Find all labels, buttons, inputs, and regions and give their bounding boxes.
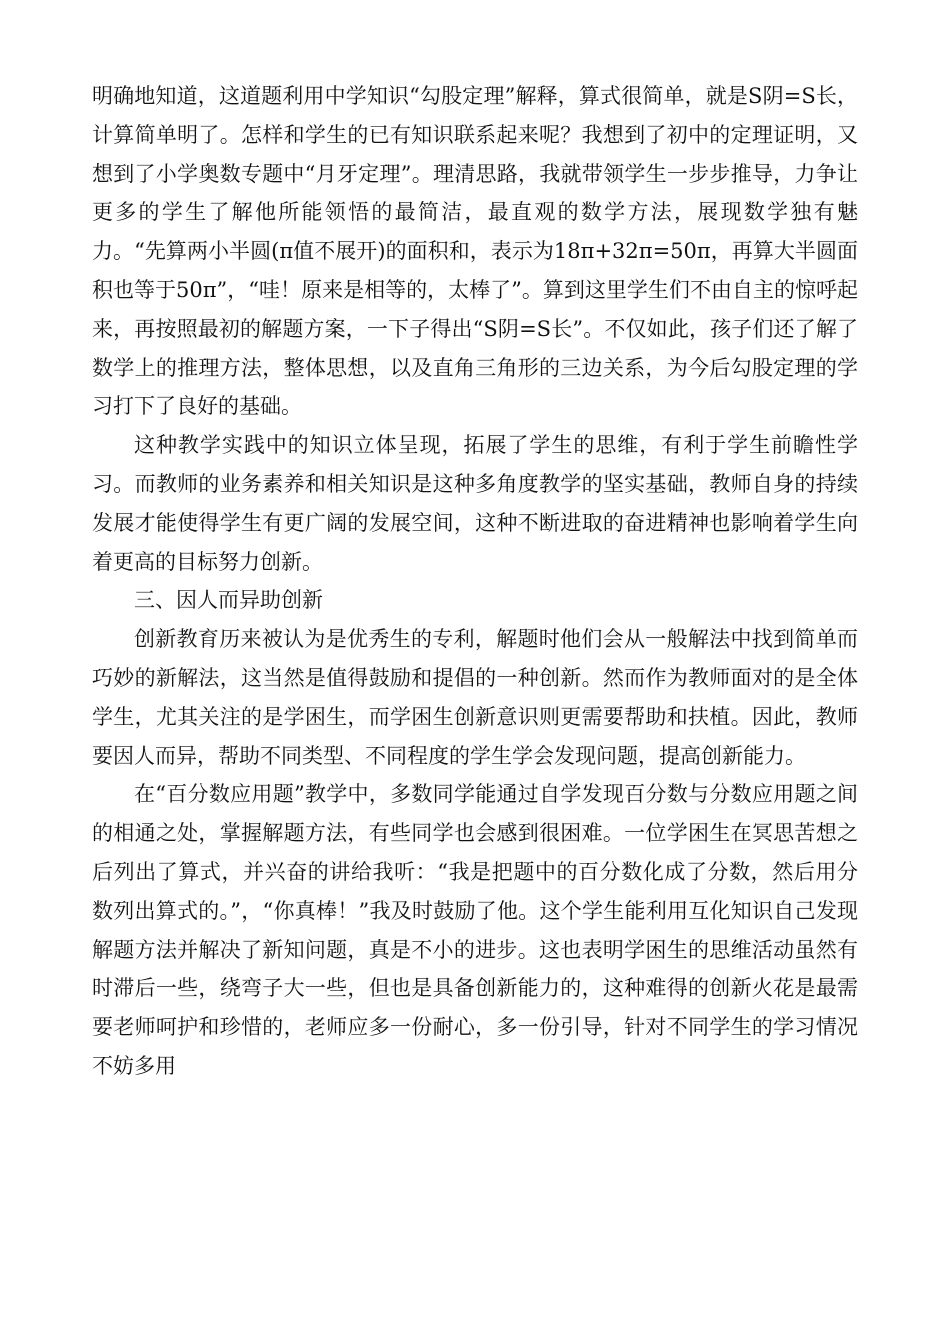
document-body [92,77,858,1086]
section-heading: 三、因人而异助创新 [134,588,323,613]
paragraph: 在“百分数应用题”教学中，多数同学能通过自学发现百分数与分数应用题之间的相通之处，掌握解题方法，有些同学也会感到很困难。一位学困生在冥思苦想之后列出了算式，并兴奋的讲给我听：“我是把题中的百分数化成了分数，然后用分数列出算式的。”，“你真棒！”我及时鼓励了他。这个学生能利用互化知识自己发现解题方法并解决了新知问题，真是不小的进步。这也表明学困生的思维活动虽然有时滞后一些，绕弯子大一些，但也是具备创新能力的，这种难得的创新火花是最需要老师呵护和珍惜的，老师应多一份耐心，多一份引导，针对不同学生的学习情况不妨多用 [92,782,858,1078]
paragraph: 创新教育历来被认为是优秀生的专利，解题时他们会从一般解法中找到简单而巧妙的新解法，这当然是值得鼓励和提倡的一种创新。然而作为教师面对的是全体学生，尤其关注的是学困生，而学困生创新意识则更需要帮助和扶植。因此，教师要因人而异，帮助不同类型、不同程度的学生学会发现问题，提高创新能力。 [92,627,858,768]
paragraph: 这种教学实践中的知识立体呈现，拓展了学生的思维，有利于学生前瞻性学习。而教师的业务素养和相关知识是这种多角度教学的坚实基础，教师自身的持续发展才能使得学生有更广阔的发展空间，这种不断进取的奋进精神也影响着学生向着更高的目标努力创新。 [92,433,858,574]
paragraph-continuation: 明确地知道，这道题利用中学知识“勾股定理”解释，算式很简单，就是S阴=S长，计算简单明了。怎样和学生的已有知识联系起来呢？我想到了初中的定理证明，又想到了小学奥数专题中“月牙定理”。理清思路，我就带领学生一步步推导，力争让更多的学生了解他所能领悟的最简洁，最直观的数学方法，展现数学独有魅力。“先算两小半圆(π值不展开)的面积和，表示为18π+32π=50π，再算大半圆面积也等于50π”，“哇！原来是相等的，太棒了”。算到这里学生们不由自主的惊呼起来，再按照最初的解题方案，一下子得出“S阴=S长”。不仅如此，孩子们还了解了数学上的推理方法，整体思想，以及直角三角形的三边关系，为今后勾股定理的学习打下了良好的基础。 [92,84,858,419]
